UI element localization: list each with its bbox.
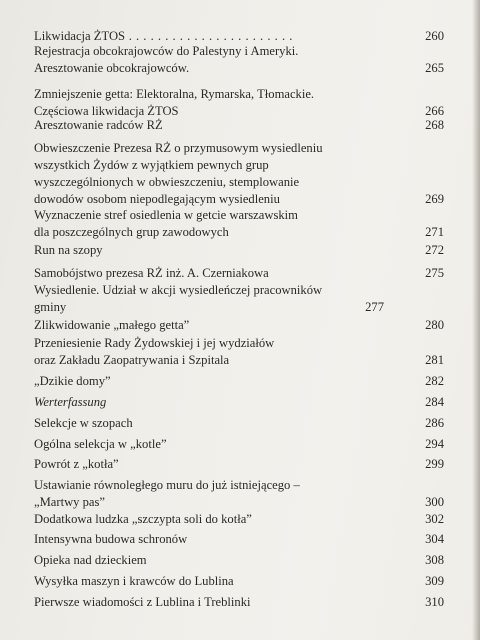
toc-page-number: 280 <box>425 318 444 332</box>
toc-entry-title: dowodów osobom niepodlegającym wysiedleniu <box>34 192 280 206</box>
toc-page-number: 309 <box>425 574 444 588</box>
toc-entry-line <box>34 86 404 103</box>
toc-page-number: 260 <box>425 29 444 43</box>
toc-entry-title: Opieka nad dzieckiem <box>34 553 147 567</box>
toc-page-number: 269 <box>425 192 444 206</box>
toc-entry <box>34 242 444 259</box>
toc-entry-line <box>34 157 404 174</box>
toc-entry-line <box>34 415 404 432</box>
toc-entry-line <box>34 436 404 453</box>
toc-entry-line <box>34 317 404 334</box>
toc-page-number: 271 <box>425 225 444 239</box>
toc-entry-title: Wysiedlenie. Udział w akcji wysiedleńczej pracowników <box>34 283 323 297</box>
toc-entry-line <box>34 456 404 473</box>
toc-entry-title: Ustawianie równoległego muru do już istniejącego – <box>34 478 300 492</box>
toc-entry-title: Rejestracja obcokrajowców do Palestyny i Ameryki. <box>34 44 299 58</box>
toc-entry-title: Aresztowanie obcokrajowców. <box>34 61 190 75</box>
toc-entry <box>34 207 444 241</box>
toc-entry-title: Zmniejszenie getta: Elektoralna, Rymarska, Tłomackie. <box>34 87 315 101</box>
toc-entry-title: Run na szopy <box>34 243 103 257</box>
toc-entry-title: Dodatkowa ludzka „szczypta soli do kotła” <box>34 512 252 526</box>
toc-entry-line <box>34 242 404 259</box>
toc-entry-title: „Dzikie domy” <box>34 374 111 388</box>
toc-entry <box>34 594 444 611</box>
toc-entry-line <box>34 207 404 224</box>
toc-page-number: 300 <box>425 495 444 509</box>
toc-page-number: 308 <box>425 553 444 567</box>
toc-entry <box>34 477 444 511</box>
toc-entry-title: dla poszczególnych grup zawodowych <box>34 225 229 239</box>
toc-entry-line <box>34 265 404 282</box>
toc-page-number: 277 <box>365 300 384 314</box>
toc-entry-title: Intensywna budowa schronów <box>34 532 188 546</box>
toc-entry-line <box>34 140 404 157</box>
toc-entry <box>34 552 444 569</box>
toc-entry-line <box>34 117 404 134</box>
toc-entry-title: oraz Zakładu Zaopatrywania i Szpitala <box>34 353 230 367</box>
toc-entry <box>34 456 444 473</box>
toc-page-number: 310 <box>425 595 444 609</box>
toc-entry-line <box>34 335 404 352</box>
toc-entry-line <box>34 594 404 611</box>
toc-entry-line <box>34 511 404 528</box>
toc-entry-line <box>34 352 404 369</box>
toc-entry-title: wszystkich Żydów z wyjątkiem pewnych grup <box>34 158 269 172</box>
toc-entry <box>34 317 444 334</box>
toc-entry-line <box>34 191 404 208</box>
toc-entry-title: Wysyłka maszyn i krawców do Lublina <box>34 574 234 588</box>
toc-page-number: 299 <box>425 457 444 471</box>
toc-entry-title: Częściowa likwidacja ŻTOS <box>34 104 179 118</box>
toc-entry <box>34 394 444 411</box>
toc-entry <box>34 117 444 134</box>
toc-page-number: 304 <box>425 532 444 546</box>
toc-page-number: 286 <box>425 416 444 430</box>
toc-entry-line <box>34 477 404 494</box>
toc-entry-title: Aresztowanie radców RŻ <box>34 118 163 132</box>
toc-page-number: 265 <box>425 61 444 75</box>
toc-entry <box>34 373 444 390</box>
toc-page-number: 284 <box>425 395 444 409</box>
toc-entry-title: Samobójstwo prezesa RŻ inż. A. Czerniakowa <box>34 266 269 280</box>
toc-entry <box>34 282 404 316</box>
toc-page-number: 282 <box>425 374 444 388</box>
toc-page-number: 272 <box>425 243 444 257</box>
toc-entry-line <box>34 224 404 241</box>
toc-page-number: 281 <box>425 353 444 367</box>
toc-entry-title: Obwieszczenie Prezesa RŻ o przymusowym wysiedleniu <box>34 141 323 155</box>
leader-dots: . . . . . . . . . . . . . . . . . . . . . . . <box>125 29 293 43</box>
toc-entry <box>34 86 444 120</box>
toc-entry-line <box>34 573 404 590</box>
toc-entry-line <box>34 494 404 511</box>
toc-entry-title: Pierwsze wiadomości z Lublina i Treblinki <box>34 595 251 609</box>
toc-entry-title: Werterfassung <box>34 395 107 409</box>
toc-entry-line <box>34 43 404 60</box>
toc-entry-line <box>34 531 404 548</box>
toc-entry <box>34 265 444 282</box>
toc-entry <box>34 573 444 590</box>
toc-entry <box>34 531 444 548</box>
toc-entry-title: Zlikwidowanie „małego getta” <box>34 318 190 332</box>
toc-page-number: 302 <box>425 512 444 526</box>
toc-entry-title: Ogólna selekcja w „kotle” <box>34 437 167 451</box>
toc-entry-line <box>34 174 404 191</box>
toc-entry-title: Wyznaczenie stref osiedlenia w getcie warszawskim <box>34 208 298 222</box>
toc-page-number: 268 <box>425 118 444 132</box>
toc-page-number: 266 <box>425 104 444 118</box>
toc-entry <box>34 43 444 77</box>
toc-entry-line <box>34 552 404 569</box>
toc-entry <box>34 335 444 369</box>
toc-entry-title: Przeniesienie Rady Żydowskiej i jej wydziałów <box>34 336 275 350</box>
toc-page-number: 294 <box>425 437 444 451</box>
toc-entry <box>34 140 444 208</box>
toc-entry-title: „Martwy pas” <box>34 495 105 509</box>
toc-entry-title: Powrót z „kotła” <box>34 457 119 471</box>
toc-entry-title: gminy <box>34 300 67 314</box>
toc-page-number: 275 <box>425 266 444 280</box>
toc-entry <box>34 415 444 432</box>
toc-entry-line <box>34 373 404 390</box>
toc-entry-line <box>34 394 404 411</box>
toc-entry <box>34 436 444 453</box>
toc-entry-title: Selekcje w szopach <box>34 416 133 430</box>
toc-entry-line <box>34 282 404 299</box>
toc-entry-title: Likwidacja ŻTOS <box>34 29 126 43</box>
toc-entry-line <box>34 60 404 77</box>
toc-entry-title: wyszczególnionych w obwieszczeniu, stemplowanie <box>34 175 300 189</box>
toc-entry <box>34 511 444 528</box>
